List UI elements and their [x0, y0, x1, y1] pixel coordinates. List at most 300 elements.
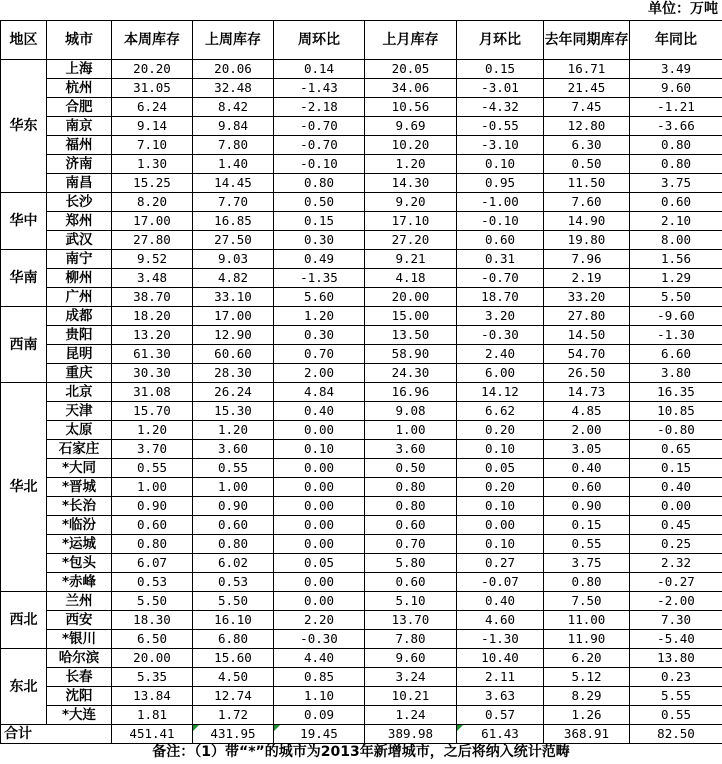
this-week-cell: 18.20 [112, 307, 193, 326]
last-week-cell: 8.42 [193, 98, 274, 117]
table-row [1, 307, 722, 326]
region-cell: 西北 [1, 592, 47, 649]
week-change-cell: 0.00 [274, 516, 365, 535]
header-week-change: 周环比 [274, 21, 365, 60]
week-change-cell: -0.70 [274, 136, 365, 155]
last-month-cell: 1.24 [365, 706, 457, 725]
last-year-cell: 7.45 [544, 98, 630, 117]
this-week-cell: 5.50 [112, 592, 193, 611]
total-cell: 451.41 [112, 725, 193, 744]
total-cell: 431.95 [193, 725, 274, 744]
year-change-cell: 3.75 [630, 174, 722, 193]
last-year-cell: 7.50 [544, 592, 630, 611]
month-change-cell: 4.60 [457, 611, 544, 630]
city-cell: 沈阳 [47, 687, 112, 706]
city-cell: *临汾 [47, 516, 112, 535]
this-week-cell: 13.20 [112, 326, 193, 345]
city-cell: 郑州 [47, 212, 112, 231]
region-cell: 东北 [1, 649, 47, 725]
last-week-cell: 7.70 [193, 193, 274, 212]
last-week-cell: 28.30 [193, 364, 274, 383]
this-week-cell: 13.84 [112, 687, 193, 706]
table-body [1, 60, 722, 725]
month-change-cell: -4.32 [457, 98, 544, 117]
this-week-cell: 3.70 [112, 440, 193, 459]
table-row [1, 364, 722, 383]
table-row [1, 155, 722, 174]
last-month-cell: 3.24 [365, 668, 457, 687]
last-week-cell: 0.80 [193, 535, 274, 554]
year-change-cell: 7.30 [630, 611, 722, 630]
last-week-cell: 20.06 [193, 60, 274, 79]
last-month-cell: 20.00 [365, 288, 457, 307]
week-change-cell: 0.10 [274, 440, 365, 459]
year-change-cell: 0.00 [630, 497, 722, 516]
header-last-month: 上月库存 [365, 21, 457, 60]
table-row [1, 79, 722, 98]
week-change-cell: 0.09 [274, 706, 365, 725]
week-change-cell: 0.00 [274, 592, 365, 611]
last-month-cell: 15.00 [365, 307, 457, 326]
last-week-cell: 9.84 [193, 117, 274, 136]
header-row [1, 21, 722, 60]
week-change-cell: 0.15 [274, 212, 365, 231]
last-year-cell: 21.45 [544, 79, 630, 98]
header-city: 城市 [47, 21, 112, 60]
this-week-cell: 6.50 [112, 630, 193, 649]
table-row [1, 117, 722, 136]
table-row [1, 554, 722, 573]
last-year-cell: 0.15 [544, 516, 630, 535]
last-week-cell: 1.00 [193, 478, 274, 497]
month-change-cell: 10.40 [457, 649, 544, 668]
city-cell: 南宁 [47, 250, 112, 269]
this-week-cell: 20.20 [112, 60, 193, 79]
last-month-cell: 14.30 [365, 174, 457, 193]
table-row [1, 98, 722, 117]
last-week-cell: 12.90 [193, 326, 274, 345]
this-week-cell: 30.30 [112, 364, 193, 383]
last-month-cell: 0.80 [365, 478, 457, 497]
this-week-cell: 1.81 [112, 706, 193, 725]
week-change-cell: 5.60 [274, 288, 365, 307]
city-cell: 哈尔滨 [47, 649, 112, 668]
this-week-cell: 6.07 [112, 554, 193, 573]
week-change-cell: 1.10 [274, 687, 365, 706]
total-cell: 368.91 [544, 725, 630, 744]
table-row [1, 497, 722, 516]
this-week-cell: 8.20 [112, 193, 193, 212]
month-change-cell: 0.05 [457, 459, 544, 478]
this-week-cell: 0.55 [112, 459, 193, 478]
week-change-cell: 0.05 [274, 554, 365, 573]
month-change-cell: 0.57 [457, 706, 544, 725]
header-region: 地区 [1, 21, 47, 60]
week-change-cell: -2.18 [274, 98, 365, 117]
city-cell: 天津 [47, 402, 112, 421]
header-last-year: 去年同期库存 [544, 21, 630, 60]
year-change-cell: -5.40 [630, 630, 722, 649]
year-change-cell: -3.66 [630, 117, 722, 136]
city-cell: 太原 [47, 421, 112, 440]
last-week-cell: 60.60 [193, 345, 274, 364]
table-row [1, 573, 722, 592]
year-change-cell: -1.30 [630, 326, 722, 345]
week-change-cell: -1.35 [274, 269, 365, 288]
city-cell: *赤峰 [47, 573, 112, 592]
month-change-cell: 3.63 [457, 687, 544, 706]
week-change-cell: 0.40 [274, 402, 365, 421]
this-week-cell: 18.30 [112, 611, 193, 630]
unit-label: 单位：万吨 [648, 1, 718, 17]
city-cell: *银川 [47, 630, 112, 649]
last-month-cell: 0.70 [365, 535, 457, 554]
month-change-cell: 6.62 [457, 402, 544, 421]
total-cell: 61.43 [457, 725, 544, 744]
year-change-cell: -9.60 [630, 307, 722, 326]
city-cell: 柳州 [47, 269, 112, 288]
city-cell: *包头 [47, 554, 112, 573]
last-month-cell: 9.60 [365, 649, 457, 668]
month-change-cell: 2.40 [457, 345, 544, 364]
month-change-cell: -0.70 [457, 269, 544, 288]
week-change-cell: 0.49 [274, 250, 365, 269]
last-month-cell: 9.69 [365, 117, 457, 136]
year-change-cell: 8.00 [630, 231, 722, 250]
table-row [1, 60, 722, 79]
this-week-cell: 9.14 [112, 117, 193, 136]
this-week-cell: 31.05 [112, 79, 193, 98]
last-year-cell: 11.50 [544, 174, 630, 193]
this-week-cell: 1.00 [112, 478, 193, 497]
last-week-cell: 32.48 [193, 79, 274, 98]
last-month-cell: 4.18 [365, 269, 457, 288]
week-change-cell: 0.14 [274, 60, 365, 79]
year-change-cell: 0.40 [630, 478, 722, 497]
header-month-change: 月环比 [457, 21, 544, 60]
table-row [1, 478, 722, 497]
last-month-cell: 5.80 [365, 554, 457, 573]
city-cell: 石家庄 [47, 440, 112, 459]
last-year-cell: 14.90 [544, 212, 630, 231]
week-change-cell: 0.70 [274, 345, 365, 364]
city-cell: 济南 [47, 155, 112, 174]
last-year-cell: 11.90 [544, 630, 630, 649]
last-week-cell: 14.45 [193, 174, 274, 193]
year-change-cell: 2.32 [630, 554, 722, 573]
year-change-cell: -0.27 [630, 573, 722, 592]
this-week-cell: 1.30 [112, 155, 193, 174]
last-year-cell: 0.60 [544, 478, 630, 497]
month-change-cell: -3.01 [457, 79, 544, 98]
table-row [1, 174, 722, 193]
last-week-cell: 1.20 [193, 421, 274, 440]
city-cell: 上海 [47, 60, 112, 79]
last-week-cell: 0.55 [193, 459, 274, 478]
last-year-cell: 0.50 [544, 155, 630, 174]
header-last-week: 上周库存 [193, 21, 274, 60]
table-row [1, 649, 722, 668]
total-cell: 19.45 [274, 725, 365, 744]
week-change-cell: 0.85 [274, 668, 365, 687]
week-change-cell: 2.20 [274, 611, 365, 630]
this-week-cell: 3.48 [112, 269, 193, 288]
week-change-cell: 0.30 [274, 326, 365, 345]
last-year-cell: 16.71 [544, 60, 630, 79]
this-week-cell: 5.35 [112, 668, 193, 687]
week-change-cell: 4.40 [274, 649, 365, 668]
last-week-cell: 33.10 [193, 288, 274, 307]
city-cell: 重庆 [47, 364, 112, 383]
table-row [1, 402, 722, 421]
city-cell: *运城 [47, 535, 112, 554]
year-change-cell: 0.55 [630, 706, 722, 725]
this-week-cell: 15.70 [112, 402, 193, 421]
table-row [1, 193, 722, 212]
week-change-cell: 4.84 [274, 383, 365, 402]
last-year-cell: 2.00 [544, 421, 630, 440]
city-cell: 合肥 [47, 98, 112, 117]
year-change-cell: 0.80 [630, 155, 722, 174]
last-year-cell: 0.90 [544, 497, 630, 516]
year-change-cell: 5.50 [630, 288, 722, 307]
last-week-cell: 0.53 [193, 573, 274, 592]
city-cell: 长春 [47, 668, 112, 687]
table-row [1, 326, 722, 345]
city-cell: 西安 [47, 611, 112, 630]
this-week-cell: 1.20 [112, 421, 193, 440]
table-row [1, 269, 722, 288]
total-label: 合计 [1, 725, 112, 744]
month-change-cell: 0.31 [457, 250, 544, 269]
city-cell: 北京 [47, 383, 112, 402]
last-month-cell: 1.00 [365, 421, 457, 440]
last-year-cell: 6.20 [544, 649, 630, 668]
table-row [1, 212, 722, 231]
last-year-cell: 11.00 [544, 611, 630, 630]
table-row [1, 288, 722, 307]
month-change-cell: -0.10 [457, 212, 544, 231]
year-change-cell: -1.21 [630, 98, 722, 117]
table-row [1, 687, 722, 706]
last-month-cell: 5.10 [365, 592, 457, 611]
last-month-cell: 10.56 [365, 98, 457, 117]
last-week-cell: 6.02 [193, 554, 274, 573]
week-change-cell: -0.10 [274, 155, 365, 174]
last-month-cell: 16.96 [365, 383, 457, 402]
city-cell: 杭州 [47, 79, 112, 98]
year-change-cell: 5.55 [630, 687, 722, 706]
last-week-cell: 16.85 [193, 212, 274, 231]
header-this-week: 本周库存 [112, 21, 193, 60]
table-row [1, 250, 722, 269]
last-week-cell: 27.50 [193, 231, 274, 250]
year-change-cell: 0.45 [630, 516, 722, 535]
table-row [1, 592, 722, 611]
last-year-cell: 12.80 [544, 117, 630, 136]
city-cell: 南京 [47, 117, 112, 136]
last-week-cell: 16.10 [193, 611, 274, 630]
month-change-cell: 0.20 [457, 478, 544, 497]
last-year-cell: 0.80 [544, 573, 630, 592]
last-month-cell: 17.10 [365, 212, 457, 231]
year-change-cell: -0.80 [630, 421, 722, 440]
last-year-cell: 1.26 [544, 706, 630, 725]
table-row [1, 516, 722, 535]
table-row [1, 611, 722, 630]
this-week-cell: 17.00 [112, 212, 193, 231]
city-cell: *大连 [47, 706, 112, 725]
year-change-cell: 0.80 [630, 136, 722, 155]
week-change-cell: 0.00 [274, 421, 365, 440]
month-change-cell: 2.11 [457, 668, 544, 687]
month-change-cell: 0.95 [457, 174, 544, 193]
city-cell: *大同 [47, 459, 112, 478]
last-month-cell: 0.80 [365, 497, 457, 516]
this-week-cell: 0.53 [112, 573, 193, 592]
last-week-cell: 1.72 [193, 706, 274, 725]
week-change-cell: 1.20 [274, 307, 365, 326]
month-change-cell: 0.40 [457, 592, 544, 611]
year-change-cell: 16.35 [630, 383, 722, 402]
month-change-cell: 0.10 [457, 440, 544, 459]
table-row [1, 136, 722, 155]
month-change-cell: 0.27 [457, 554, 544, 573]
year-change-cell: 13.80 [630, 649, 722, 668]
this-week-cell: 38.70 [112, 288, 193, 307]
last-month-cell: 24.30 [365, 364, 457, 383]
last-month-cell: 13.70 [365, 611, 457, 630]
table-row [1, 383, 722, 402]
table-row [1, 459, 722, 478]
last-month-cell: 3.60 [365, 440, 457, 459]
city-cell: 广州 [47, 288, 112, 307]
last-month-cell: 58.90 [365, 345, 457, 364]
month-change-cell: 0.10 [457, 535, 544, 554]
month-change-cell: 0.00 [457, 516, 544, 535]
month-change-cell: 0.15 [457, 60, 544, 79]
last-month-cell: 7.80 [365, 630, 457, 649]
week-change-cell: 0.80 [274, 174, 365, 193]
year-change-cell: 3.49 [630, 60, 722, 79]
last-month-cell: 34.06 [365, 79, 457, 98]
last-year-cell: 33.20 [544, 288, 630, 307]
this-week-cell: 31.08 [112, 383, 193, 402]
last-week-cell: 17.00 [193, 307, 274, 326]
month-change-cell: 3.20 [457, 307, 544, 326]
last-week-cell: 4.50 [193, 668, 274, 687]
last-month-cell: 27.20 [365, 231, 457, 250]
this-week-cell: 9.52 [112, 250, 193, 269]
last-year-cell: 4.85 [544, 402, 630, 421]
year-change-cell: 0.65 [630, 440, 722, 459]
table-row [1, 440, 722, 459]
this-week-cell: 7.10 [112, 136, 193, 155]
year-change-cell: 0.15 [630, 459, 722, 478]
month-change-cell: -0.55 [457, 117, 544, 136]
last-year-cell: 0.55 [544, 535, 630, 554]
table-row [1, 421, 722, 440]
table-row [1, 668, 722, 687]
year-change-cell: 0.60 [630, 193, 722, 212]
this-week-cell: 27.80 [112, 231, 193, 250]
week-change-cell: 2.00 [274, 364, 365, 383]
last-year-cell: 3.05 [544, 440, 630, 459]
year-change-cell: 1.56 [630, 250, 722, 269]
last-month-cell: 13.50 [365, 326, 457, 345]
month-change-cell: -3.10 [457, 136, 544, 155]
last-week-cell: 15.60 [193, 649, 274, 668]
year-change-cell: 1.29 [630, 269, 722, 288]
last-week-cell: 15.30 [193, 402, 274, 421]
city-cell: 兰州 [47, 592, 112, 611]
last-year-cell: 19.80 [544, 231, 630, 250]
this-week-cell: 6.24 [112, 98, 193, 117]
last-month-cell: 9.08 [365, 402, 457, 421]
city-cell: 武汉 [47, 231, 112, 250]
last-month-cell: 1.20 [365, 155, 457, 174]
city-cell: 成都 [47, 307, 112, 326]
year-change-cell: 0.23 [630, 668, 722, 687]
week-change-cell: -1.43 [274, 79, 365, 98]
last-month-cell: 0.60 [365, 573, 457, 592]
month-change-cell: 6.00 [457, 364, 544, 383]
month-change-cell: 0.10 [457, 497, 544, 516]
table-row [1, 231, 722, 250]
total-row [1, 725, 722, 744]
month-change-cell: 0.10 [457, 155, 544, 174]
last-week-cell: 7.80 [193, 136, 274, 155]
month-change-cell: -0.07 [457, 573, 544, 592]
year-change-cell: 9.60 [630, 79, 722, 98]
city-cell: 昆明 [47, 345, 112, 364]
this-week-cell: 20.00 [112, 649, 193, 668]
year-change-cell: -2.00 [630, 592, 722, 611]
table-row [1, 706, 722, 725]
last-week-cell: 4.82 [193, 269, 274, 288]
week-change-cell: 0.00 [274, 535, 365, 554]
last-month-cell: 9.21 [365, 250, 457, 269]
week-change-cell: -0.70 [274, 117, 365, 136]
total-cell: 389.98 [365, 725, 457, 744]
last-year-cell: 7.96 [544, 250, 630, 269]
city-cell: 南昌 [47, 174, 112, 193]
table-row [1, 345, 722, 364]
last-week-cell: 1.40 [193, 155, 274, 174]
last-month-cell: 10.20 [365, 136, 457, 155]
last-week-cell: 26.24 [193, 383, 274, 402]
region-cell: 华中 [1, 193, 47, 250]
footnote: 备注：（1）带“*”的城市为2013年新增城市，之后将纳入统计范畴 [152, 744, 570, 760]
last-week-cell: 0.60 [193, 516, 274, 535]
last-year-cell: 14.50 [544, 326, 630, 345]
last-year-cell: 27.80 [544, 307, 630, 326]
last-year-cell: 5.12 [544, 668, 630, 687]
last-week-cell: 0.90 [193, 497, 274, 516]
last-week-cell: 3.60 [193, 440, 274, 459]
week-change-cell: 0.00 [274, 573, 365, 592]
city-cell: *长治 [47, 497, 112, 516]
month-change-cell: 0.60 [457, 231, 544, 250]
year-change-cell: 3.80 [630, 364, 722, 383]
week-change-cell: -0.30 [274, 630, 365, 649]
region-cell: 华南 [1, 250, 47, 307]
month-change-cell: 0.20 [457, 421, 544, 440]
week-change-cell: 0.00 [274, 497, 365, 516]
inventory-table [0, 20, 722, 744]
this-week-cell: 61.30 [112, 345, 193, 364]
last-year-cell: 26.50 [544, 364, 630, 383]
